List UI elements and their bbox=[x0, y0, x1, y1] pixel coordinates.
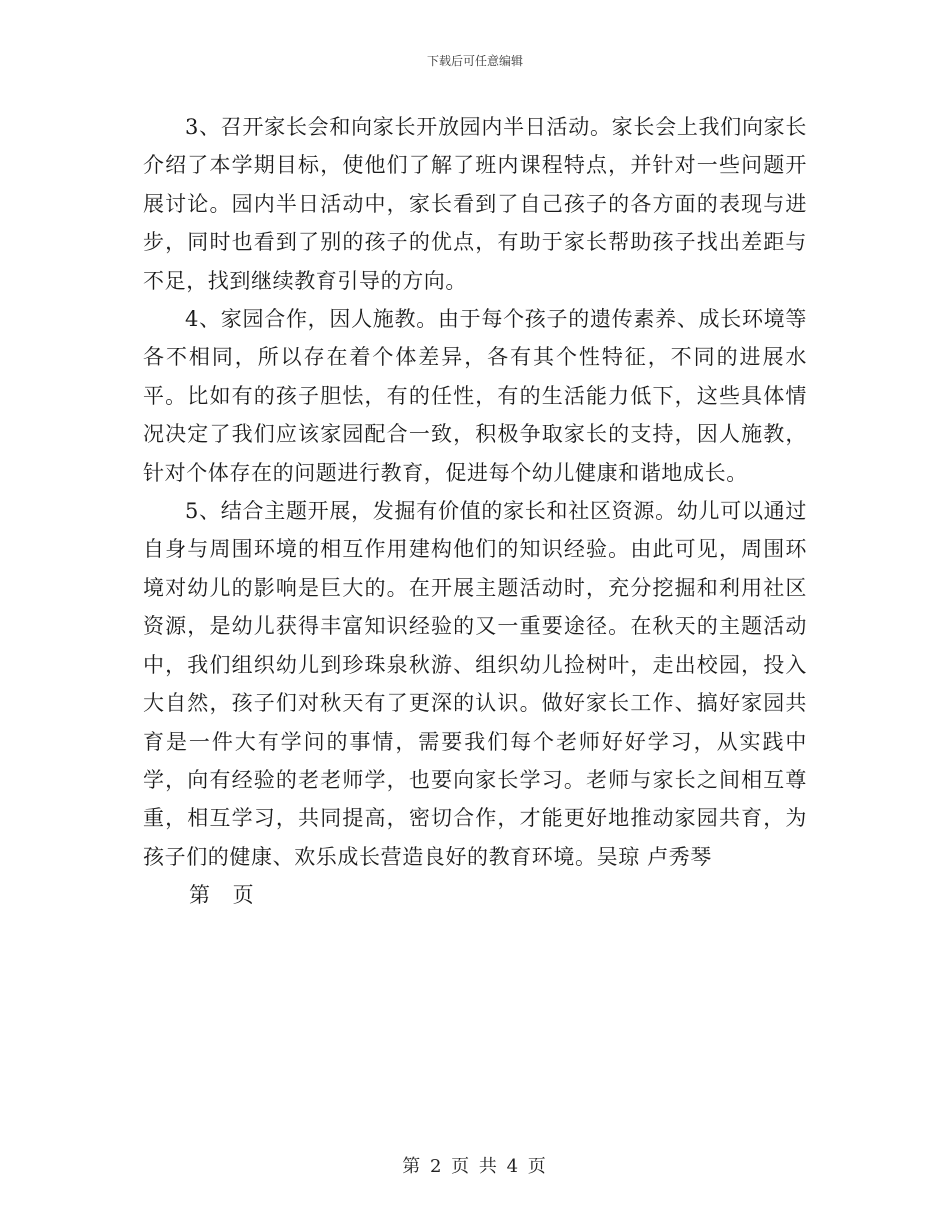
page-footer-number: 第 2 页 共 4 页 bbox=[402, 1156, 548, 1177]
page-header-note: 下载后可任意编辑 bbox=[426, 54, 523, 68]
paragraph-item-3: 3、召开家长会和向家长开放园内半日活动。家长会上我们向家长介绍了本学期目标，使他们了解了班内课程特点，并针对一些问题开展讨论。园内半日活动中，家长看到了自己孩子的各方面的表现与进步，同时也看到了别的孩子的优点，有助于家长帮助孩子找出差距与不足，找到继续教育引导的方向。 bbox=[143, 115, 807, 293]
paragraph-item-4: 4、家园合作，因人施教。由于每个孩子的遗传素养、成长环境等各不相同，所以存在着个体差异，各有其个性特征，不同的进展水平。比如有的孩子胆怯，有的任性，有的生活能力低下，这些具体情况决定了我们应该家园配合一致，积极争取家长的支持，因人施教，针对个体存在的问题进行教育，促进每个幼儿健康和谐地成长。 bbox=[143, 307, 807, 485]
document-body bbox=[143, 108, 807, 915]
paragraph-item-5: 5、结合主题开展，发掘有价值的家长和社区资源。幼儿可以通过自身与周围环境的相互作用建构他们的知识经验。由此可见，周围环境对幼儿的影响是巨大的。在开展主题活动时，充分挖掘和利用社区资源，是幼儿获得丰富知识经验的又一重要途径。在秋天的主题活动中，我们组织幼儿到珍珠泉秋游、组织幼儿捡树叶，走出校园，投入大自然，孩子们对秋天有了更深的认识。做好家长工作、搞好家园共育是一件大有学问的事情，需要我们每个老师好好学习，从实践中学，向有经验的老老师学，也要向家长学习。老师与家长之间相互尊重，相互学习，共同提高，密切合作，才能更好地推动家园共育，为孩子们的健康、欢乐成长营造良好的教育环境。吴琼 卢秀琴 bbox=[143, 499, 807, 869]
page-mark-line bbox=[143, 876, 807, 914]
page-mark-right: 页 bbox=[232, 883, 255, 908]
page-mark-left: 第 bbox=[189, 883, 211, 908]
